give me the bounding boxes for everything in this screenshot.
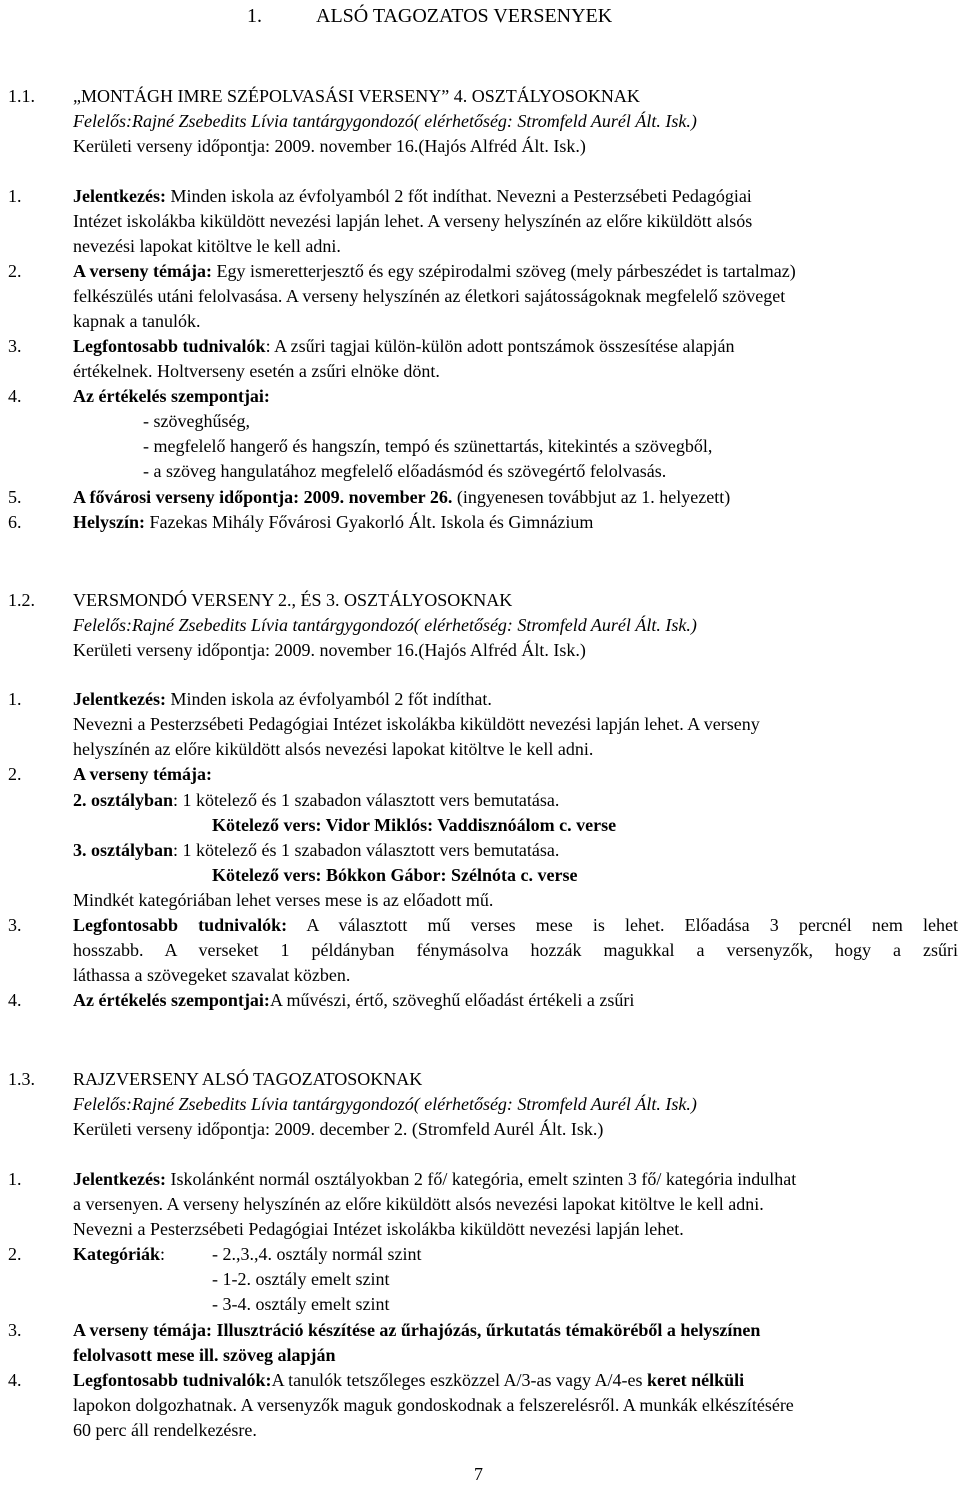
criteria-item: - megfelelő hangerő és hangszín, tempó és szünettartás, kitekintés a szövegből, [143,436,713,456]
item-text: 60 perc áll rendelkezésre. [73,1420,257,1440]
item-text: Nevezni a Pesterzsébeti Pedagógiai Intézet iskolákba kiküldött nevezési lapján lehet. A verseny [73,714,760,734]
item-number: 3. [8,336,22,356]
criteria-item: - szöveghűség, [143,411,250,431]
category-item: - 2.,3.,4. osztály normál szint [212,1244,422,1264]
item-text: felolvasott mese ill. szöveg alapján [73,1345,336,1365]
list-item: Jelentkezés: Minden iskola az évfolyamból 2 főt indíthat. Nevezni a Pesterzsébeti Pedagógiai [73,186,752,206]
item-number: 2. [8,1244,22,1264]
item-text: Mindkét kategóriában lehet verses mese is az előadott mű. [73,890,494,910]
list-item: Helyszín: Fazekas Mihály Fővárosi Gyakorló Ált. Iskola és Gimnázium [73,512,594,532]
item-text: láthassa a szövegeket szavalat közben. [73,965,351,985]
responsible-line: Felelős:Rajné Zsebedits Lívia tantárgygondozó( elérhetőség: Stromfeld Aurél Ált. Isk.) [73,1094,697,1114]
list-item: Legfontosabb tudnivalók:A tanulók tetszőleges eszközzel A/3-as vagy A/4-es keret nélküli [73,1370,745,1390]
item-text: nevezési lapokat kitöltve le kell adni. [73,236,341,256]
list-item: A verseny témája: Egy ismeretterjesztő és egy szépirodalmi szöveg (mely párbeszédet is tartalmaz) [73,261,796,281]
list-item: Jelentkezés: Minden iskola az évfolyamból 2 főt indíthat. [73,689,492,709]
list-item: Az értékelés szempontjai:A művészi, értő, szöveghű előadást értékeli a zsűri [73,990,635,1010]
category-item: - 1-2. osztály emelt szint [212,1269,390,1289]
item-number: 2. [8,261,22,281]
item-text: lapokon dolgozhatnak. A versenyzők maguk gondoskodnak a felszerelésről. A munkák elkészítésére [73,1395,794,1415]
chapter-number: 1. [247,5,262,27]
section-number: 1.3. [8,1069,35,1089]
list-item: A verseny témája: Illusztráció készítése az űrhajózás, űrkutatás témaköréből a helyszínen [73,1320,761,1340]
item-number: 4. [8,990,22,1010]
page-number: 7 [474,1464,483,1484]
item-label: A verseny témája: [73,764,212,784]
criteria-item: - a szöveg hangulatához megfelelő előadásmód és szövegértő felolvasás. [143,461,667,481]
item-number: 2. [8,764,22,784]
item-label: Az értékelés szempontjai: [73,386,270,406]
item-text: felkészülés utáni felolvasása. A verseny helyszínén az életkori sajátosságoknak megfelelő szöveget [73,286,786,306]
section-number: 1.1. [8,86,35,106]
item-text: a versenyen. A verseny helyszínén az előre kiküldött alsós nevezési lapokat kitöltve le kell adni. [73,1194,764,1214]
section-number: 1.2. [8,590,35,610]
section-title: „MONTÁGH IMRE SZÉPOLVASÁSI VERSENY” 4. OSZTÁLYOSOKNAK [73,86,640,106]
item-text: kapnak a tanulók. [73,311,201,331]
section-title: VERSMONDÓ VERSENY 2., ÉS 3. OSZTÁLYOSOKNAK [73,590,513,610]
responsible-line: Felelős:Rajné Zsebedits Lívia tantárgygondozó( elérhetőség: Stromfeld Aurél Ált. Isk.) [73,111,697,131]
required-poem: Kötelező vers: Vidor Miklós: Vaddisznóálom c. verse [212,815,617,835]
list-item: Legfontosabb tudnivalók: A választott mű verses mese is lehet. Előadása 3 percnél nem lehet [73,915,958,935]
chapter-title: ALSÓ TAGOZATOS VERSENYEK [316,5,613,27]
list-item: Legfontosabb tudnivalók: A zsűri tagjai külön-külön adott pontszámok összesítése alapján [73,336,735,356]
item-text: helyszínén az előre kiküldött alsós nevezési lapokat kitöltve le kell adni. [73,739,594,759]
item-number: 4. [8,386,22,406]
item-number: 3. [8,1320,22,1340]
category-item: - 3-4. osztály emelt szint [212,1294,390,1314]
item-text: Intézet iskolákba kiküldött nevezési lapján lehet. A verseny helyszínén az előre kiküldött alsós [73,211,753,231]
list-item: Kategóriák: [73,1244,166,1264]
item-number: 5. [8,487,22,507]
date-line: Kerületi verseny időpontja: 2009. december 2. (Stromfeld Aurél Ált. Isk.) [73,1119,604,1139]
responsible-line: Felelős:Rajné Zsebedits Lívia tantárgygondozó( elérhetőség: Stromfeld Aurél Ált. Isk.) [73,615,697,635]
list-item: Jelentkezés: Iskolánként normál osztályokban 2 fő/ kategória, emelt szinten 3 fő/ kategória indulhat [73,1169,797,1189]
grade-line: 3. osztályban: 1 kötelező és 1 szabadon választott vers bemutatása. [73,840,560,860]
item-number: 1. [8,689,22,709]
item-number: 6. [8,512,22,532]
item-text: Nevezni a Pesterzsébeti Pedagógiai Intézet iskolákba kiküldött nevezési lapján lehet. [73,1219,684,1239]
date-line: Kerületi verseny időpontja: 2009. november 16.(Hajós Alfréd Ált. Isk.) [73,136,586,156]
section-title: RAJZVERSENY ALSÓ TAGOZATOSOKNAK [73,1069,423,1089]
item-number: 1. [8,1169,22,1189]
grade-line: 2. osztályban: 1 kötelező és 1 szabadon választott vers bemutatása. [73,790,560,810]
item-number: 4. [8,1370,22,1390]
item-number: 3. [8,915,22,935]
item-text: értékelnek. Holtverseny esetén a zsűri elnöke dönt. [73,361,440,381]
required-poem: Kötelező vers: Bókkon Gábor: Szélnóta c. verse [212,865,578,885]
list-item: A fővárosi verseny időpontja: 2009. november 26. (ingyenesen továbbjut az 1. helyezett) [73,487,731,507]
date-line: Kerületi verseny időpontja: 2009. november 16.(Hajós Alfréd Ált. Isk.) [73,640,586,660]
item-text: hosszabb. A verseket 1 példányban fénymásolva hozzák magukkal a versenyzők, hogy a zsűri [73,940,958,960]
item-number: 1. [8,186,22,206]
